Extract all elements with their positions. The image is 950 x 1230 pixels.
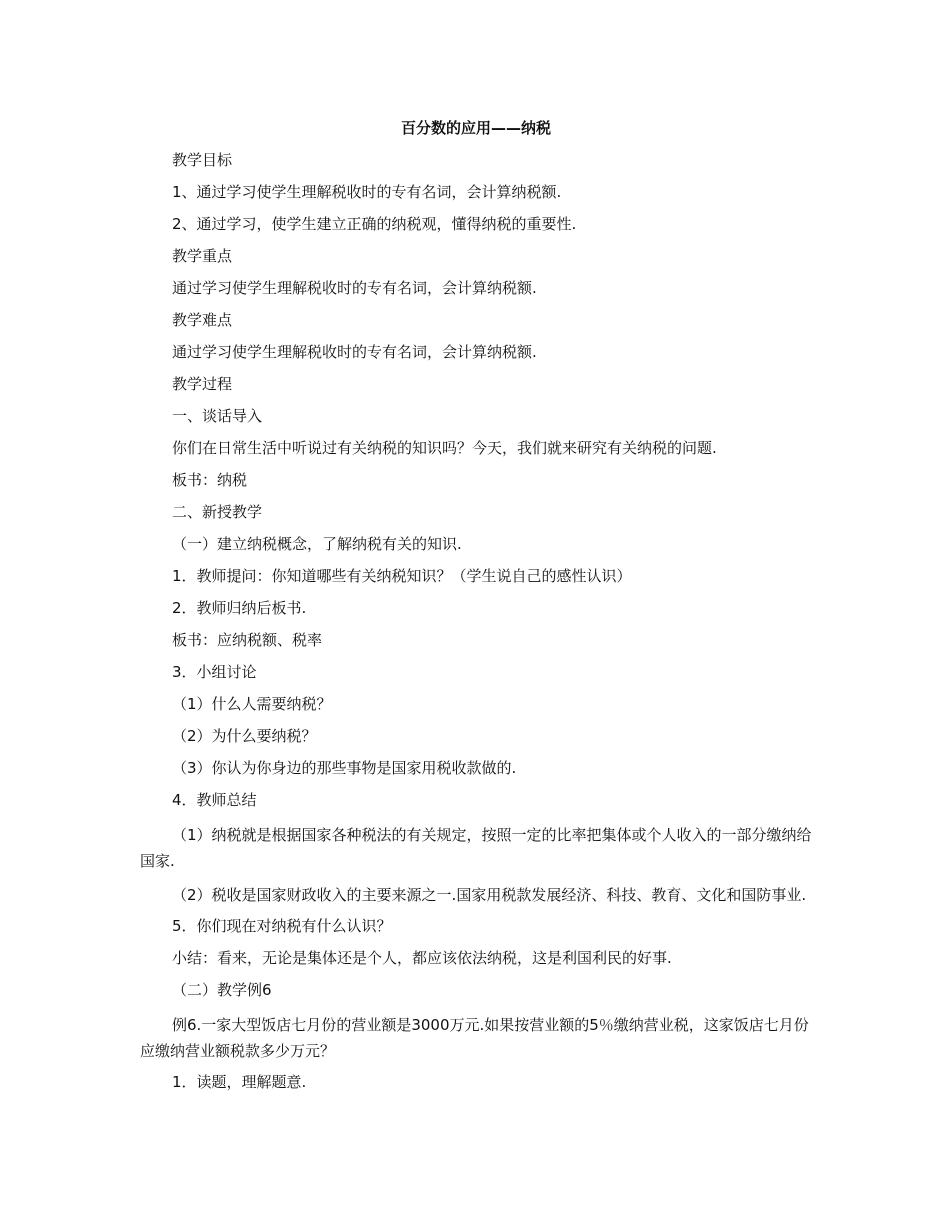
paragraph: 例6.一家大型饭店七月份的营业额是3000万元.如果按营业额的5％缴纳营业税，这家饭店七月份应缴纳营业额税款多少万元？ bbox=[140, 1016, 809, 1060]
section-heading-difficulties: 教学难点 bbox=[172, 311, 233, 329]
paragraph: （二）教学例6 bbox=[172, 981, 272, 999]
section-heading-objectives: 教学目标 bbox=[172, 151, 233, 169]
paragraph: 1．教师提问：你知道哪些有关纳税知识？（学生说自己的感性认识） bbox=[172, 567, 632, 585]
paragraph: （2）为什么要纳税？ bbox=[172, 727, 317, 745]
paragraph: 通过学习使学生理解税收时的专有名词，会计算纳税额. bbox=[172, 279, 537, 297]
subsection-heading: 二、新授教学 bbox=[172, 503, 263, 521]
paragraph: （一）建立纳税概念，了解纳税有关的知识. bbox=[172, 535, 462, 553]
paragraph: （3）你认为你身边的那些事物是国家用税收款做的. bbox=[172, 759, 517, 777]
paragraph: 5．你们现在对纳税有什么认识？ bbox=[172, 917, 392, 935]
paragraph: 2．教师归纳后板书. bbox=[172, 599, 307, 617]
paragraph: 3．小组讨论 bbox=[172, 663, 257, 681]
paragraph: 你们在日常生活中听说过有关纳税的知识吗？今天，我们就来研究有关纳税的问题. bbox=[172, 439, 717, 457]
paragraph: （1）什么人需要纳税？ bbox=[172, 695, 332, 713]
subsection-heading: 一、谈话导入 bbox=[172, 407, 263, 425]
section-heading-process: 教学过程 bbox=[172, 375, 233, 393]
paragraph: 4．教师总结 bbox=[172, 791, 257, 809]
paragraph: 小结：看来，无论是集体还是个人，都应该依法纳税，这是利国利民的好事. bbox=[172, 949, 672, 967]
document-title: 百分数的应用——纳税 bbox=[400, 119, 551, 137]
paragraph: （1）纳税就是根据国家各种税法的有关规定，按照一定的比率把集体或个人收入的一部分缴纳给国家. bbox=[140, 826, 812, 870]
section-heading-key-points: 教学重点 bbox=[172, 247, 233, 265]
paragraph: 1、通过学习使学生理解税收时的专有名词，会计算纳税额. bbox=[172, 183, 562, 201]
paragraph: 1．读题，理解题意. bbox=[172, 1073, 307, 1091]
paragraph: 通过学习使学生理解税收时的专有名词，会计算纳税额. bbox=[172, 343, 537, 361]
paragraph: （2）税收是国家财政收入的主要来源之一.国家用税款发展经济、科技、教育、文化和国防事业. bbox=[172, 886, 807, 904]
paragraph: 板书：纳税 bbox=[172, 471, 248, 489]
paragraph: 板书：应纳税额、税率 bbox=[172, 631, 323, 649]
paragraph: 2、通过学习，使学生建立正确的纳税观，懂得纳税的重要性. bbox=[172, 215, 577, 233]
